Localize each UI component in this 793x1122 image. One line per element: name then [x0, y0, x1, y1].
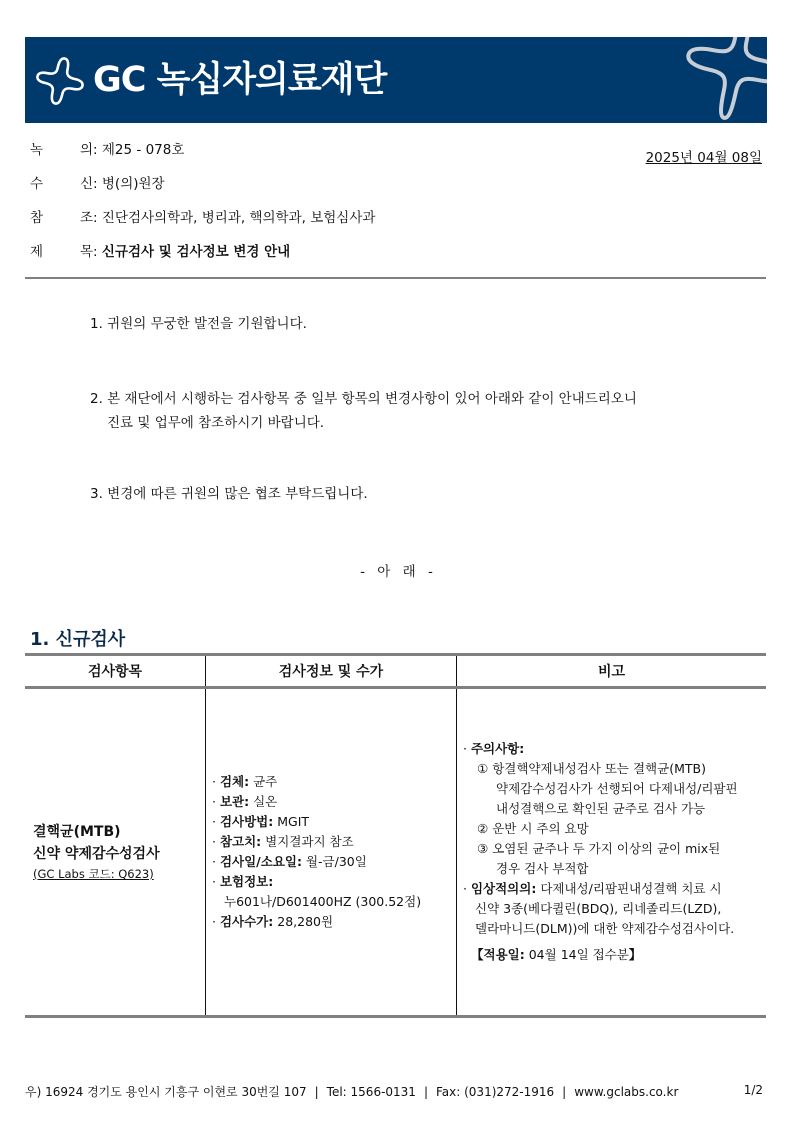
new-test-table [25, 653, 766, 1018]
schedule-label: 검사일/소요일: [219, 854, 302, 869]
test-item-cell [25, 688, 206, 1017]
header-divider [25, 277, 766, 279]
clinical-significance-label: 임상적의의: [470, 881, 537, 896]
specimen-row: · 검체: 균주 [212, 774, 278, 789]
table-header-row [25, 655, 766, 688]
gc-cross-logo-icon [34, 55, 86, 107]
footer-separator: | [314, 1085, 319, 1099]
cc-row [30, 209, 375, 227]
clinical-significance-text: 다제내성/리팜핀내성결핵 치료 시 [540, 881, 722, 896]
footer-separator: | [423, 1085, 428, 1099]
caution-3-number: ③ [477, 841, 489, 856]
method-row: · 검사방법: MGIT [212, 814, 310, 829]
footer-address: 우) 16924 경기도 용인시 기흥구 이현로 30번길 107 [25, 1085, 307, 1099]
insurance-label: 보험정보: [219, 874, 274, 889]
caution-2-number: ② [477, 821, 489, 836]
column-header-remarks: 비고 [457, 655, 767, 688]
page-number: 1/2 [743, 1083, 763, 1097]
method-value: MGIT [277, 814, 310, 829]
recipient-label-tail: 신: [80, 176, 98, 192]
insurance-value: 누601나/D601400HZ (300.52점) [224, 894, 422, 909]
subject-row [30, 243, 290, 261]
caution-2 [463, 819, 766, 839]
bracket-close: 】 [628, 947, 642, 962]
footer-fax: Fax: (031)272-1916 [436, 1085, 555, 1099]
doc-number-label: 녹 [30, 142, 44, 158]
effective-date [463, 945, 766, 965]
caution-1-line-3: 내성결핵으로 확인된 균주로 검사 가능 [496, 801, 706, 816]
recipient-label: 수 [30, 176, 44, 192]
document-date: 2025년 04월 08일 [645, 150, 762, 166]
section-title: 1. 신규검사 [30, 629, 126, 650]
caution-3-text: 오염된 균주나 두 가지 이상의 균이 mix된 [492, 841, 721, 856]
reference-label: 참고치: [219, 834, 262, 849]
fee-value: 28,280원 [277, 914, 334, 929]
bracket-open: 【 [471, 947, 484, 962]
paragraph-2-line-1: 2. 본 재단에서 시행하는 검사항목 중 일부 항목의 변경사항이 있어 아래와 같이 안내드리오니 [90, 391, 637, 407]
caution-3-line-2: 경우 검사 부적합 [496, 861, 589, 876]
doc-number-label-tail: 의: [80, 142, 98, 158]
schedule-row: · 검사일/소요일: 월-금/30일 [212, 854, 367, 869]
caution-heading: · 주의사항: [463, 741, 525, 756]
fee-row: · 검사수가: 28,280원 [212, 914, 334, 929]
storage-value: 실온 [253, 794, 278, 809]
remarks-cell [457, 688, 767, 1017]
column-header-item: 검사항목 [25, 655, 206, 688]
doc-number-value: 제25 - 078호 [101, 142, 185, 158]
paragraph-1: 1. 귀원의 무궁한 발전을 기원합니다. [90, 316, 307, 332]
caution-1-number: ① [477, 761, 489, 776]
caution-label: 주의사항: [470, 741, 525, 756]
footer-separator: | [562, 1085, 567, 1099]
footer-contact [25, 1083, 678, 1100]
below-marker: - 아 래 - [360, 564, 433, 580]
footer-website-link[interactable]: www.gclabs.co.kr [574, 1085, 679, 1099]
method-label: 검사방법: [219, 814, 274, 829]
effective-date-label: 적용일: [483, 947, 525, 962]
fee-label: 검사수가: [219, 914, 274, 929]
recipient-value: 병(의)원장 [101, 176, 165, 192]
decorative-cross-icon [679, 37, 767, 123]
recipient-row [30, 175, 165, 193]
specimen-label: 검체: [219, 774, 250, 789]
test-code: (GC Labs 코드: Q623) [33, 867, 154, 881]
cc-value: 진단검사의학과, 병리과, 핵의학과, 보험심사과 [101, 210, 376, 226]
subject-label: 제 [30, 244, 44, 260]
caution-3-line-1 [463, 839, 766, 859]
cc-label-tail: 조: [80, 210, 98, 226]
schedule-value: 월-금/30일 [305, 854, 367, 869]
subject-value: 신규검사 및 검사정보 변경 안내 [101, 244, 291, 260]
clinical-significance-line-3: 델라마니드(DLM))에 대한 약제감수성검사이다. [475, 921, 735, 936]
test-info-cell [206, 688, 457, 1017]
caution-1-line-1 [463, 759, 766, 779]
caution-1-line-2: 약제감수성검사가 선행되어 다제내성/리팜핀 [496, 781, 738, 796]
effective-date-value: 04월 14일 접수분 [528, 947, 629, 962]
insurance-row: · 보험정보: [212, 874, 274, 889]
specimen-value: 균주 [253, 774, 278, 789]
reference-row: · 참고치: 별지결과지 참조 [212, 834, 354, 849]
caution-2-text: 운반 시 주의 요망 [492, 821, 589, 836]
reference-value: 별지결과지 참조 [265, 834, 354, 849]
paragraph-3: 3. 변경에 따른 귀원의 많은 협조 부탁드립니다. [90, 486, 368, 502]
test-name-line-1: 결핵균(MTB) [33, 824, 121, 840]
table-row [25, 688, 766, 1017]
subject-label-tail: 목: [80, 244, 98, 260]
storage-label: 보관: [219, 794, 250, 809]
footer-tel: Tel: 1566-0131 [326, 1085, 416, 1099]
clinical-significance-line-2: 신약 3종(베다퀼린(BDQ), 리네졸리드(LZD), [475, 901, 722, 916]
storage-row: · 보관: 실온 [212, 794, 278, 809]
header-banner [25, 37, 767, 123]
brand-name: GC 녹십자의료재단 [93, 60, 387, 100]
paragraph-2-line-2: 진료 및 업무에 참조하시기 바랍니다. [107, 415, 325, 431]
caution-1-text: 항결핵약제내성검사 또는 결핵균(MTB) [492, 761, 706, 776]
test-name-line-2: 신약 약제감수성검사 [33, 846, 160, 862]
cc-label: 참 [30, 210, 44, 226]
column-header-info: 검사정보 및 수가 [206, 655, 457, 688]
doc-number-row [30, 141, 184, 159]
paragraph-2 [90, 387, 637, 435]
clinical-significance-line-1: · 임상적의의: 다제내성/리팜핀내성결핵 치료 시 [463, 881, 722, 896]
